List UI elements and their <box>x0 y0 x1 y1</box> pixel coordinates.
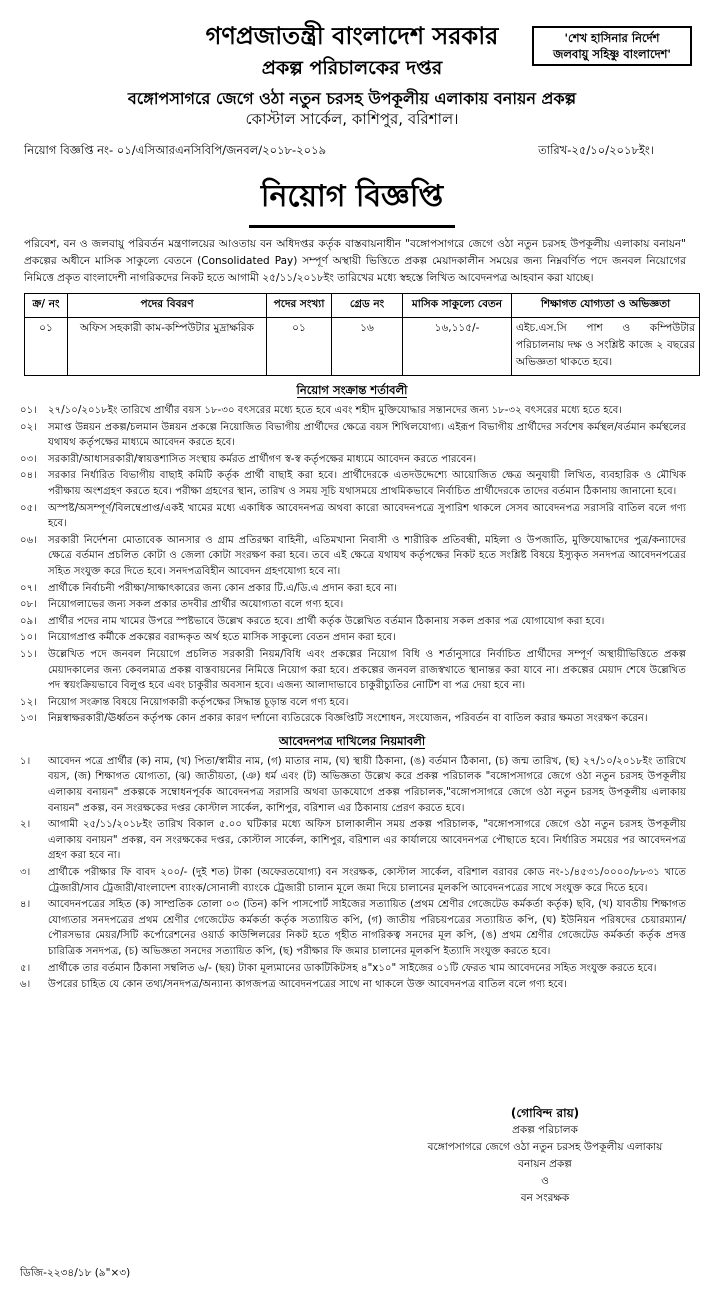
col-count: পদের সংখ্যা <box>267 294 332 318</box>
item-text: উপরের চাহিত যে কোন তথ্য/সনদপত্র/অন্যান্য কাগজপত্র আবেদনপত্রের সাথে না থাকলে উক্ত আবেদনপত্র বাতিল বলে গণ্য হবে। <box>48 979 568 991</box>
government-name: গণপ্রজাতন্ত্রী বাংলাদেশ সরকার <box>205 22 499 50</box>
office-name: প্রকল্প পরিচালকের দপ্তর <box>261 57 443 79</box>
item-number: ০৪। <box>20 470 37 482</box>
item-text: আবেদনপত্রের সহিত (ক) সাম্প্রতিক তোলা ০৩ (তিন) কপি পাসপোর্ট সাইজের সত্যায়িত (প্রথম শ্রেণীর গেজেটেড কর্মকর্তা কর্তৃক) ছবি, (খ) যাবতীয় শিক্ষাগত যোগ্যতার সনদপত্রের প্রথম শ্রেণীর গেজেটেড কর্মকর্তা কর্তৃক সত্যায়িত কপি, (গ) জাতীয় পরিচয়পত্রের সত্যায়িত কপি, (ঘ) ইউনিয়ন পরিষদের চেয়ারম্যান/পৌরসভার মেয়র/সিটি কর্পোরেশনের ওয়ার্ড কাউন্সিলরের নিকট হতে গৃহীত নাগরিকত্ব সনদের মূল কপি, (ঙ) প্রথম শ্রেণীর গেজেটেড কর্মকর্তা কর্তৃক প্রদত্ত চারিত্রিক সনদপত্র, (চ) অভিজ্ঞতা সনদের সত্যায়িত কপি, (ছ) পরীক্ষার ফি জমার চালানের মূলকপি ইত্যাদি সংযুক্ত করতে হবে। <box>48 899 686 957</box>
item-number: ৩। <box>20 867 31 879</box>
reference-date: তারিখ-২৫/১০/২০১৮ইং। <box>538 143 654 157</box>
slogan-line-2: জলবায়ু সহিষ্ণু বাংলাদেশ' <box>553 47 671 61</box>
reference-row <box>4 138 700 166</box>
table-row <box>25 318 700 376</box>
intro-paragraph: পরিবেশ, বন ও জলবায়ু পরিবর্তন মন্ত্রণালয়ের আওতায় বন অধিদপ্তর কর্তৃক বাস্তবায়নাধীন "বঙ্গোপসাগরে জেগে ওঠা নতুন চরসহ উপকূলীয় এলাকায় বনায়ন" প্রকল্পের অধীনে মাসিক সাকুল্যে বেতনে (Consolidated Pay) সম্পূর্ণ অস্থায়ী ভিত্তিতে প্রকল্প মেয়াদকালীন সময়ের জন্য নিম্নবর্ণিত পদে জনবল নিয়োগের নিমিত্তে প্রকৃত বাংলাদেশী নাগরিকদের নিকট হতে আগামী ২৫/১১/২০১৮ইং তারিখের মধ্যে স্বহস্তে লিখিত আবেদনপত্র আহবান করা যাচ্ছে। <box>24 238 686 284</box>
col-grade: গ্রেড নং <box>332 294 403 318</box>
list-item <box>4 468 700 499</box>
signatory-designation: প্রকল্প পরিচালক <box>512 1124 578 1136</box>
table-header-row <box>25 294 700 318</box>
signatory-name: (গোবিন্দ রায়) <box>510 1106 580 1120</box>
item-text: নিয়োগলাভের জন্য সকল প্রকার তদবীর প্রার্থীর অযোগ্যতা বলে গণ্য হবে। <box>48 599 344 611</box>
list-item <box>4 501 700 532</box>
item-text: অস্পষ্ট/অসম্পূর্ণ/বিলম্বেপ্রাপ্ত/একই খামের মধ্যে একাধিক আবেদনপত্র অথবা কারো আবেদনপত্রে সুপারিশ থাকলে সেসব আবেদনপত্র সরাসরি বাতিল বলে গণ্য হবে। <box>48 502 686 530</box>
item-number: ১১। <box>20 648 37 660</box>
signatory-project-line-2: বনায়ন প্রকল্প <box>518 1158 572 1170</box>
header <box>4 0 700 128</box>
signatory-and: ও <box>541 1175 549 1187</box>
cell-qualification: এইচ.এস.সি পাশ ও কম্পিউটার পরিচালনায় দক্ষ ও সংশ্লিষ্ট কাজে ২ বছরের অভিজ্ঞতা থাকতে হবে। <box>512 318 700 376</box>
item-text: উল্লেখিত পদে জনবল নিয়োগে প্রচলিত সরকারী নিয়ম/বিধি এবং প্রকল্পের নিয়োগ বিধি ও শর্তানুসারে নির্বাচিত প্রার্থীদের সম্পূর্ণ অস্থায়ীভিত্তিতে প্রকল্প মেয়াদকালের জন্য কেবলমাত্র প্রকল্প বাস্তবায়নের নিমিত্তে নিয়োগ করা হবে। প্রকল্পের জনবল রাজস্বখাতে স্থানান্তর করা যাবে না। প্রকল্পের মেয়াদ শেষে উল্লেখিত পদ স্বয়ংক্রিয়ভাবে বিলুপ্ত হবে এবং চাকুরীর অবসান হবে। এজন্য আলাদাভাবে চাকুরীচ্যুতির নোটিশ বা পত্র দেয়া হবে না। <box>48 648 686 692</box>
application-heading-text: আবেদনপত্র দাখিলের নিয়মাবলী <box>278 733 426 748</box>
list-item <box>4 961 700 977</box>
slogan-line-1: 'শেখ হাসিনার নির্দেশ <box>564 31 660 45</box>
item-text: আগামী ২৫/১১/২০১৮ইং তারিখ বিকাল ৫.০০ ঘটিকার মধ্যে অফিস চালাকালীন সময় প্রকল্প পরিচালক, "বঙ্গোপসাগরে জেগে ওঠা নতুন চরসহ উপকূলীয় এলাকায় বনায়ন" প্রকল্প, বন সংরক্ষকের দপ্তর, কোস্টাল সার্কেল, কাশিপুর, বরিশাল এর কার্যালয়ে আবেদনপত্র পৌছাতে হবে। নির্ধারিত সময়ের পর আবেদনপত্র গ্রহণ করা হবে না। <box>48 819 686 862</box>
item-text: প্রার্থীকে তার বর্তমান ঠিকানা সম্বলিত ৬/- (ছয়) টাকা মূল্যমানের ডাকটিকিটসহ ৪"x১০" সাইজের ০১টি ফেরত খাম আবেদনের সহিত সংযুক্ত করতে হবে। <box>48 962 657 974</box>
notice-title-text: নিয়োগ বিজ্ঞপ্তি <box>249 172 455 228</box>
item-text: সরকারী নির্দেশনা মোতাবেক আনসার ও গ্রাম প্রতিরক্ষা বাহিনী, এতিমখানা নিবাসী ও শারীরিক প্রতিবন্ধী, মহিলা ও উপজাতি, মুক্তিযোদ্ধাদের পুত্র/কন্যাদের ক্ষেত্রে বর্তমান প্রচলিত কোটা ও জেলা কোটা সংরক্ষণ করা হবে। তবে এই ক্ষেত্রে যথাযথ কর্তৃপক্ষের নিকট হতে সংশ্লিষ্ট বিষয়ে ইস্যুকৃত সনদপত্র আবেদনপত্রের সহিত সংযুক্ত করে দিতে হবে। সনদপত্রবিহীন আবেদন গ্রহণযোগ্য হবে না। <box>48 534 686 577</box>
cell-grade: ১৬ <box>332 318 403 376</box>
list-item <box>4 754 700 816</box>
item-text: সমাপ্ত উন্নয়ন প্রকল্প/চলমান উন্নয়ন প্রকল্পে নিয়োজিত বিভাগীয় প্রার্থীদের ক্ষেত্রে বয়স শিথিলযোগ্য। এইরূপ বিভাগীয় প্রার্থীদের সর্বশেষ কর্মস্থল/বর্তমান কর্মস্থলের যথাযথ কর্তৃপক্ষের মাধ্যমে আবেদন করতে হবে। <box>48 421 686 449</box>
list-item <box>4 614 700 630</box>
item-number: ১২। <box>20 696 37 708</box>
conditions-list <box>4 403 700 727</box>
list-item <box>4 977 700 993</box>
col-salary: মাসিক সাকুল্যে বেতন <box>403 294 512 318</box>
item-number: ৫। <box>20 962 31 974</box>
item-number: ৪। <box>20 899 31 911</box>
list-item <box>4 597 700 613</box>
item-number: ১৩। <box>20 713 37 725</box>
item-text: প্রার্থীকে নির্বাচনী পরীক্ষা/সাক্ষাৎকারের জন্য কোন প্রকার টি.এ/ডি.এ প্রদান করা হবে না। <box>48 582 398 594</box>
item-number: ০২। <box>20 421 37 433</box>
list-item <box>4 403 700 419</box>
conditions-heading <box>4 382 700 401</box>
footer-code: ডিজি-২২৩৪/১৮ (৯"×৩) <box>20 1267 131 1279</box>
item-number: ০৫। <box>20 502 37 514</box>
item-number: ০৯। <box>20 615 37 627</box>
signatory-project-line-1: বঙ্গোপসাগরে জেগে ওঠা নতুন চরসহ উপকূলীয় এলাকায় <box>427 1141 663 1153</box>
slogan-box <box>532 26 692 66</box>
item-number: ২। <box>20 819 31 831</box>
list-item <box>4 711 700 727</box>
list-item <box>4 897 700 959</box>
item-text: প্রার্থীকে পরীক্ষার ফি বাবদ ২০০/- (দুই শত) টাকা (অফেরতযোগ্য) বন সংরক্ষক, কোস্টাল সার্কেল, বরিশাল বরাবর কোড নং-১/৪৫৩১/০০০০/৮৮৩১ খাতে ট্রেজারী/সাব ট্রেজারী/বাংলাদেশ ব্যাংক/সোনালী ব্যাংকে ট্রেজারী চালান মূলে জমা দিয়ে চালানের মূলকপি আবেদনপত্রের সাথে সংযুক্ত করে দিতে হবে। <box>48 867 686 894</box>
list-item <box>4 865 700 896</box>
cell-count: ০১ <box>267 318 332 376</box>
application-rules-list <box>4 754 700 993</box>
cell-serial: ০১ <box>25 318 68 376</box>
cell-salary: ১৬,১১৫/- <box>403 318 512 376</box>
item-text: নিম্নস্বাক্ষরকারী/ঊর্ধ্বতন কর্তৃপক্ষ কোন প্রকার কারণ দর্শানো ব্যতিরেকে বিজ্ঞপ্তিটি সংশোধন, সংযোজন, পরিবর্তন বা বাতিল করার ক্ষমতা সংরক্ষণ করেন। <box>48 713 648 725</box>
item-text: ২৭/১০/২০১৮ইং তারিখে প্রার্থীর বয়স ১৮-৩০ বৎসরের মধ্যে হতে হবে এবং শহীদ মুক্তিযোদ্ধার সন্তানদের জন্য ১৮-৩২ বৎসরের মধ্যে হতে হবে। <box>48 405 623 416</box>
list-item <box>4 533 700 580</box>
posts-table <box>24 293 700 376</box>
application-heading <box>4 733 700 752</box>
list-item <box>4 647 700 694</box>
conditions-heading-text: নিয়োগ সংক্রান্ত শর্তাবলী <box>296 383 408 397</box>
list-item <box>4 581 700 597</box>
item-number: ০১। <box>20 405 37 416</box>
reference-number: নিয়োগ বিজ্ঞপ্তি নং- ০১/এসিআরএনসিবিপি/জনবল/২০১৮-২০১৯ <box>24 143 327 157</box>
circle-address: কোস্টাল সার্কেল, কাশিপুর, বরিশাল। <box>245 110 459 128</box>
item-number: ৬। <box>20 979 31 991</box>
item-number: ০৩। <box>20 453 37 465</box>
col-post: পদের বিবরণ <box>68 294 267 318</box>
item-text: নিয়োগ সংক্রান্ত বিষয়ে নিয়োগকারী কর্তৃপক্ষের সিদ্ধান্ত চূড়ান্ত বলে গণ্য হবে। <box>48 696 349 708</box>
col-qualification: শিক্ষাগত যোগ্যতা ও অভিজ্ঞতা <box>512 294 700 318</box>
item-number: ১০। <box>20 632 37 644</box>
item-text: সরকারী/আধাসরকারী/স্বায়ত্তশাসিত সংস্থায় কর্মরত প্রার্থীগণ স্ব-স্ব কর্তৃপক্ষের মাধ্যমে আবেদন করতে পারবেন। <box>48 453 477 465</box>
item-text: আবেদন পত্রে প্রার্থীর (ক) নাম, (খ) পিতা/স্বামীর নাম, (গ) মাতার নাম, (ঘ) স্থায়ী ঠিকানা, (ঙ) বর্তমান ঠিকানা, (চ) জন্ম তারিখ, (ছ) ২৭/১০/২০১৮ইং তারিখে বয়স, (জ) শিক্ষাগত যোগ্যতা, (ঝ) জাতীয়তা, (ঞ) ধর্ম এবং (ট) অভিজ্ঞতা উল্লেখ করে প্রকল্প পরিচালক "বঙ্গোপসাগরে জেগে ওঠা নতুন চরসহ উপকূলীয় এলাকায় বনায়ন" প্রকল্পকে সম্বোধনপূর্বক আবেদনপত্র সরাসরি অথবা ডাকযোগে প্রকল্প পরিচালক,"বঙ্গোপসাগরে জেগে ওঠা নতুন চরসহ উপকূলীয় এলাকায় বনায়ন" প্রকল্প, বন সংরক্ষকের দপ্তর কোস্টাল সার্কেল, কাশিপুর, বরিশাল এর ঠিকানায় প্রেরণ করতে হবে। <box>48 755 686 814</box>
col-serial: ক্র/ নং <box>25 294 68 318</box>
list-item <box>4 817 700 864</box>
cell-post: অফিস সহকারী কাম-কম্পিউটার মুদ্রাক্ষরিক <box>68 318 267 376</box>
list-item <box>4 695 700 711</box>
item-number: ০৬। <box>20 534 37 546</box>
signatory-conservator: বন সংরক্ষক <box>520 1192 570 1204</box>
project-name: বঙ্গোপসাগরে জেগে ওঠা নতুন চরসহ উপকূলীয় এলাকায় বনায়ন প্রকল্প <box>127 89 577 108</box>
item-text: নিয়োগপ্রাপ্ত কর্মীকে প্রকল্পের বরাদ্দকৃত অর্থ হতে মাসিক সাকুল্যে বেতন প্রদান করা হবে। <box>48 632 396 644</box>
item-text: প্রার্থীর পদের নাম খামের উপরে স্পষ্টভাবে উল্লেখ করতে হবে। প্রার্থী কর্তৃক উল্লেখিত বর্তমান ঠিকানায় সকল প্রকার পত্র যোগাযোগ করা হবে। <box>48 615 605 627</box>
signature-block <box>395 1105 695 1207</box>
list-item <box>4 420 700 451</box>
item-number: ০৮। <box>20 599 37 611</box>
list-item <box>4 452 700 468</box>
list-item <box>4 630 700 646</box>
item-text: সরকার নির্ধারিত বিভাগীয় বাছাই কমিটি কর্তৃক প্রার্থী বাছাই করা হবে। প্রার্থীদেরকে এতদউদ্দেশ্যে আয়োজিত ক্ষেত্র অনুযায়ী লিখিত, ব্যবহারিক ও মৌখিক পরীক্ষায় অংশগ্রহণ করতে হবে। পরীক্ষা গ্রহণের স্থান, তারিখ ও সময় সূচি যথাসময়ে প্রাথমিকভাবে নির্বাচিত প্রার্থীদেরকে তাদের বর্তমান ঠিকানায় জানানো হবে। <box>48 470 686 497</box>
item-number: ১। <box>20 755 31 767</box>
notice-title <box>4 172 700 228</box>
item-number: ০৭। <box>20 582 37 594</box>
